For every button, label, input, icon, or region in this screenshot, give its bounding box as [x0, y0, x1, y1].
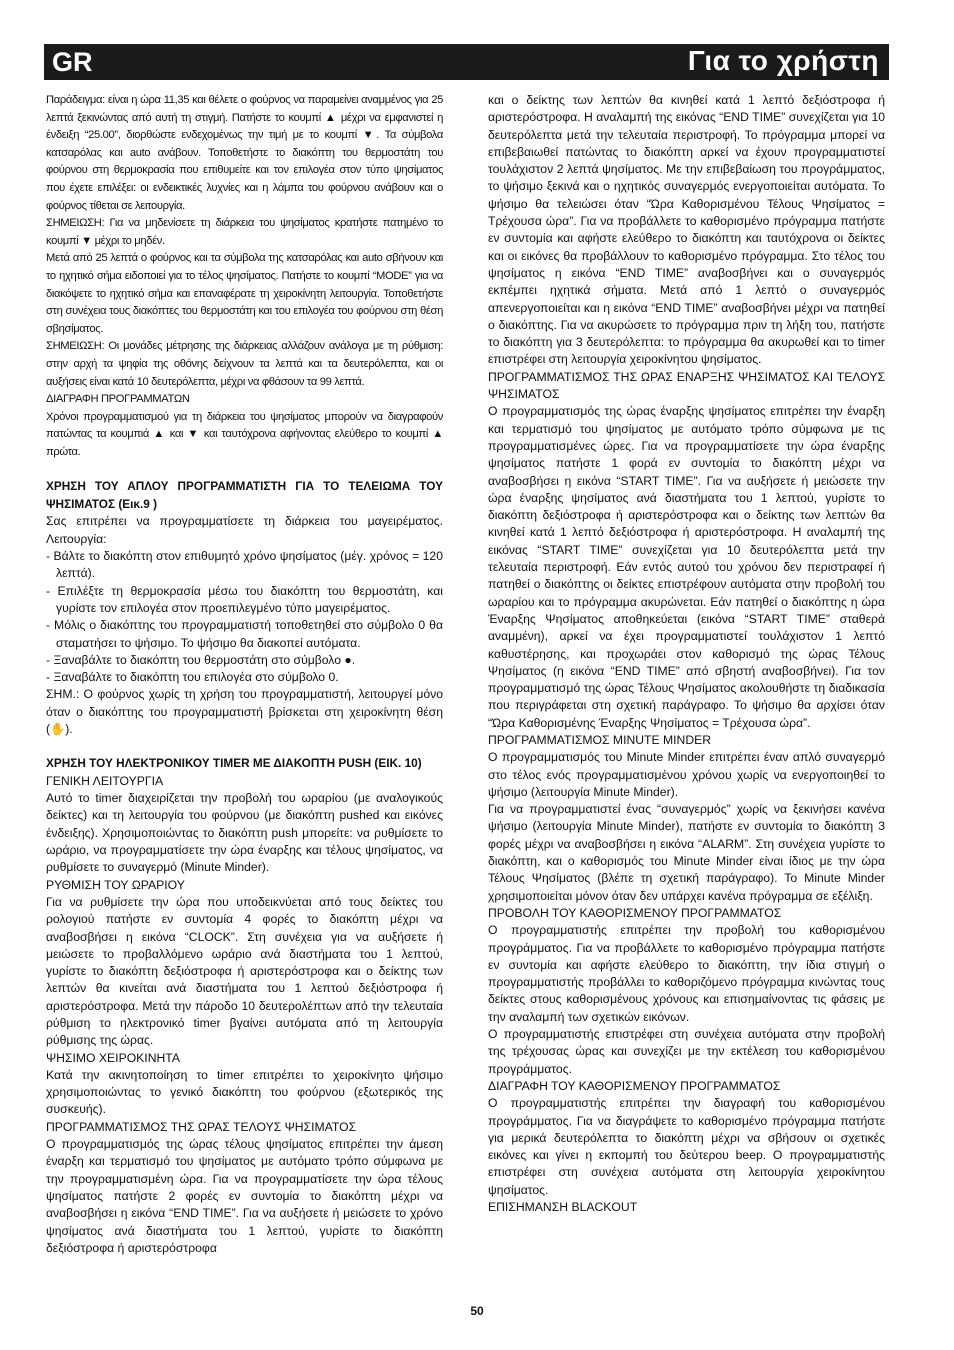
list-item: - Επιλέξτε τη θερμοκρασία μέσω του διακόπτη του θερμοστάτη, και γυρίστε τον επιλογέα στον προεπιλεγμένο τύπο μαγειρέματος. — [46, 583, 443, 615]
subheading: ΓΕΝΙΚΗ ΛΕΙΤΟΥΡΓΙΑ — [46, 773, 164, 788]
subheading: ΕΠΙΣΗΜΑΝΣΗ BLACKOUT — [488, 1200, 638, 1214]
paragraph: Για να ρυθμίσετε την ώρα που υποδεικνύεται από τους δείκτες του ρολογιού πατήστε εν συντομία 4 φορές το διακόπτη μέχρι να αναβοσβήσει η εικόνα “CLOCK”. Στη συνέχεια για να αυξήσετε ή μειώσετε το προβαλλόμενο ωράριο ανά διαστήματα του 1 λεπτού, γυρίστε το διακόπτη δεξιόστροφα ή αριστερόστροφα και ο δείκτης των λεπτών θα κινείται ανά διαστήματα του 1 λεπτού δεξιόστροφα ή αριστερόστροφα. Μετά την πάροδο 10 δευτερολέπτων από την τελευταία ρύθμιση το ηλεκτρονικό timer βγαίνει αυτόματα από τη λειτουργία ρύθμισης της ώρας. — [46, 894, 443, 1048]
page-title: Για το χρήστη — [687, 45, 879, 76]
note-paragraph: ΣΗΜ.: Ο φούρνος χωρίς τη χρήση του προγραμματιστή, λειτουργεί μόνο όταν ο διακόπτης του προγραμματιστή βρίσκεται στη χειροκίνητη θέση (✋). — [46, 687, 443, 737]
paragraph: Ο προγραμματιστής επιστρέφει στη συνέχεια αυτόματα στην προβολή της τρέχουσας ώρας και συνεχίζει με την εκτέλεση του καθορισμένου προγράμματος. — [488, 1027, 885, 1076]
subheading: ΨΗΣΙΜΟ ΧΕΙΡΟΚΙΝΗΤΑ — [46, 1050, 180, 1065]
language-code: GR — [52, 47, 93, 77]
subheading: ΔΙΑΓΡΑΦΗ ΤΟΥ ΚΑΘΟΡΙΣΜΕΝΟΥ ΠΡΟΓΡΑΜΜΑΤΟΣ — [488, 1078, 781, 1093]
list-item: - Ξαναβάλτε το διακόπτη του επιλογέα στο σύμβολο 0. — [46, 670, 339, 685]
paragraph: και ο δείκτης των λεπτών θα κινηθεί κατά 1 λεπτό δεξιόστροφα ή αριστερόστροφα. Η αναλαμπή της εικόνας “END TIME” συνεχίζεται για 10 δευτερόλεπτα μετά την τελευταία περιστροφή. Το πρόγραμμα μπορεί να επιβεβαιωθεί πατώντας το διακόπτη αρκεί να έχουν προγραμματιστεί τουλάχιστον 2 λεπτά ψησίματος. Με την επιβεβαίωση του προγράμματος, το ψήσιμο ξεκινά και ο ηχητικός συναγερμός ενεργοποιείται αυτόματα. Το ψήσιμο θα τελειώσει όταν “Ώρα Καθορισμένου Τέλους Ψησίματος = Τρέχουσα ώρα”. Για να προβάλλετε το καθορισμένο πρόγραμμα πατήστε εν συντομία και αφήστε ελεύθερο το διακόπτη και ταυτόχρονα οι δείκτες και οι εικόνες θα προβάλλουν το καθορισμένο πρόγραμμα. Στο τέλος του ψησίματος η εικόνα “END TIME” αναβοσβήνει και ο συναγερμός εκπέμπει ηχητικά σήματα. Μετά από 1 λεπτό ο συναγερμός απενεργοποιείται και η εικόνα “END TIME” αναβοσβήνει μέχρι να πατηθεί ο διακόπτης. Για να ακυρώσετε το πρόγραμμα πριν τη λήξη του, πατήστε το διακόπτη για 3 δευτερόλεπτα: το πρόγραμμα θα ακυρωθεί και το timer επιστρέφει στη λειτουργία χειροκίνητου ψησίματος. — [488, 93, 885, 367]
intro-paragraph: Παράδειγμα: είναι η ώρα 11,35 και θέλετε ο φούρνος να παραμείνει αναμμένος για 25 λεπτά ξεκινώντας από αυτή τη στιγμή. Πατήστε το κουμπί ▲ μέχρι να εμφανιστεί η ένδειξη “25.00”, διορθώστε ενδεχομένως την τιμή με το κουμπί ▼. Τα σύμβολα κατσαρόλας και auto ανάβουν. Τοποθετήστε το διακόπτη του θερμοστάτη του φούρνου στη θερμοκρασία που επιθυμείτε και τον επιλογέα στον τύπο ψησίματος που έχετε επιλέξει: οι ενδεικτικές λυχνίες και η λάμπα του φούρνου ανάβουν και ο φούρνος τίθεται σε λειτουργία. — [46, 94, 443, 212]
left-column — [46, 92, 443, 1257]
page-header — [44, 44, 889, 80]
paragraph: Κατά την ακινητοποίηση το timer επιτρέπει το χειροκίνητο ψήσιμο χρησιμοποιώντας το γενικό διακόπτη του φούρνου (εξωτερικός της συσκευής). — [46, 1067, 443, 1117]
paragraph: Αυτό το timer διαχειρίζεται την προβολή του ωραρίου (με αναλογικούς δείκτες) και τη λειτουργία του φούρνου (με διακόπτη pushed και εικόνες ένδειξης). Χρησιμοποιώντας το διακόπτη push μπορείτε: να ρυθμίσετε το ωράριο, να προγραμματίσετε την ώρα έναρξης και τέλους ψησίματος, να ρυθμίσετε το συναγερμό (Minute Minder). — [46, 791, 443, 875]
right-column — [488, 92, 885, 1216]
page-number: 50 — [470, 1304, 484, 1318]
intro-paragraph: Μετά από 25 λεπτά ο φούρνος και τα σύμβολα της κατσαρόλας και auto σβήνουν και το ηχητικό σήμα ειδοποιεί για το τέλος ψησίματος. Πατήστε το κουμπί “MODE” για να διακόψετε το ηχητικό σήμα και επαναφέρατε τη χειροκίνητη λειτουργία. Τοποθετήστε στη συνέχεια τους διακόπτες του θερμοστάτη και του επιλογέα του φούρνου στη θέση σβησίματος. — [46, 252, 443, 335]
section-heading: ΧΡΗΣΗ ΤΟΥ ΑΠΛΟΥ ΠΡΟΓΡΑΜΜΑΤΙΣΤΗ ΓΙΑ ΤΟ ΤΕΛΕΙΩΜΑ ΤΟΥ ΨΗΣΙΜΑΤΟΣ (Εικ.9 ) — [46, 479, 443, 511]
list-item: - Ξαναβάλτε το διακόπτη του θερμοστάτη στο σύμβολο ●. — [46, 652, 356, 667]
intro-paragraph: ΣΗΜΕΙΩΣΗ: Για να μηδενίσετε τη διάρκεια του ψησίματος κρατήστε πατημένο το κουμπί ▼ μέχρι το μηδέν. — [46, 217, 443, 247]
intro-paragraph: ΔΙΑΓΡΑΦΗ ΠΡΟΓΡΑΜΜΑΤΩΝ — [46, 393, 190, 406]
paragraph: Ο προγραμματισμός της ώρας τέλους ψησίματος επιτρέπει την άμεση έναρξη και τερματισμό του ψησίματος με αυτόματο τρόπο σύμφωνα με την προγραμματισμένη ώρα. Για να προγραμματίσετε την ώρα τέλους ψησίματος πατήστε 2 φορές εν συντομία το διακόπτη μέχρι να αναβοσβήσει η εικόνα “END TIME”. Για να αυξήσετε ή μειώσετε το χρόνο ψησίματος ανά διαστήματα του 1 λεπτού, γυρίστε το διακόπτη δεξιόστροφα ή αριστερόστροφα — [46, 1137, 443, 1255]
paragraph: Ο προγραμματιστής επιτρέπει την διαγραφή του καθορισμένου προγράμματος. Για να διαγράψετε το καθορισμένο πρόγραμμα πατήστε για μερικά δευτερόλεπτα το διακόπτη μέχρι να σβήσουν οι σχετικές εικόνες και γίνει η εκπομπή του δεύτερου beep. Ο προγραμματιστής επιστρέφει στη συνέχεια αυτόματα στη λειτουργία χειροκίνητου ψησίματος. — [488, 1096, 885, 1197]
subheading: ΡΥΘΜΙΣΗ ΤΟΥ ΩΡΑΡΙΟΥ — [46, 877, 185, 892]
paragraph: Για να προγραμματιστεί ένας “συναγερμός” χωρίς να ξεκινήσει κανένα ψήσιμο (λειτουργία Minute Minder), πατήστε εν συντομία το διακόπτη 3 φορές μέχρι να αναβοσβήσει η εικόνα “ALARM”. Στη συνέχεια γυρίστε το διακόπτη, και ο καθορισμός του Minute Minder είναι ίδιος με την ώρα Τέλους Ψησίματος (βλέπε τη σχετική παράγραφο). Το Minute Minder χρησιμοποιείται μόνον όταν δεν υπάρχει κανένα πρόγραμμα σε εξέλιξη. — [488, 802, 885, 903]
paragraph: Ο προγραμματισμός της ώρας έναρξης ψησίματος επιτρέπει την έναρξη και τερματισμό του ψησίματος με αυτόματο τρόπο σύμφωνα με τις προγραμματισμένες ώρες. Για να προγραμματίσετε την ώρα έναρξης ψησίματος πατήστε 1 φορά εν συντομία το διακόπτη μέχρι να αναβοσβήσει η εικόνα “START TIME”. Για να αυξήσετε ή μειώσετε την ώρα έναρξης ψησίματος ανά διαστήματα του 1 λεπτού, γυρίστε το διακόπτη δεξιόστροφα ή αριστερόστροφα και ο δείκτης των λεπτών θα κινηθεί κατά 1 λεπτό δεξιόστροφα ή αριστερόστροφα. Η αναλαμπή της εικόνας “START TIME” συνεχίζεται για 10 δευτερόλεπτα μετά την τελευταία περιστροφή. Εάν εντός αυτού του χρόνου δεν περιστραφεί ή πατηθεί ο διακόπτης οι δείκτες επιστρέφουν αυτόματα στην προβολή του ωραρίου και το πρόγραμμα ακυρώνεται. Εάν πατηθεί ο διακόπτης η ώρα Έναρξης Ψησίματος αποθηκεύεται (εικόνα “START TIME” σταθερά αναμμένη), αρκεί να έχει προγραμματιστεί τουλάχιστον 1 λεπτό καθυστέρησης, και προχωράει στον καθορισμό της ώρας Τέλους Ψησίματος (η εικόνα “END TIME” από σβηστή αναβοσβήνει). Για τον προγραμματισμό της ώρας Τέλους Ψησίματος ακολουθήστε τη διαδικασία που περιγράφεται στη σχετική παράγραφο. Το ψήσιμο θα αρχίσει όταν “Ώρα Καθορισμένης Έναρξης Ψησίματος = Τρέχουσα ώρα”. — [488, 404, 885, 730]
subheading: ΠΡΟΓΡΑΜΜΑΤΙΣΜΟΣ MINUTE MINDER — [488, 732, 712, 747]
intro-paragraph: Χρόνοι προγραμματισμού για τη διάρκεια του ψησίματος μπορούν να διαγραφούν πατώντας τα κουμπιά ▲ και ▼ και ταυτόχρονα αφήνοντας ελεύθερο το κουμπί ▲ πρώτα. — [46, 410, 443, 458]
intro-paragraph: ΣΗΜΕΙΩΣΗ: Οι μονάδες μέτρησης της διάρκειας αλλάζουν ανάλογα με τη ρύθμιση: στην αρχή τα ψηφία της οθόνης δείχνουν τα λεπτά και τα δευτερόλεπτα, και οι αυξήσεις είναι κατά 10 δευτερόλεπτα, μέχρι να φθάσουν τα 99 λεπτά. — [46, 340, 443, 388]
section-heading: ΧΡΗΣΗ ΤΟΥ ΗΛΕΚΤΡΟΝΙΚΟΥ TIMER ΜΕ ΔΙΑΚΟΠΤΗ PUSH (ΕΙΚ. 10) — [46, 756, 422, 771]
paragraph: Σας επιτρέπει να προγραμματίσετε τη διάρκεια του μαγειρέματος. Λειτουργία: — [46, 514, 443, 546]
subheading: ΠΡΟΒΟΛΗ ΤΟΥ ΚΑΘΟΡΙΣΜΕΝΟΥ ΠΡΟΓΡΑΜΜΑΤΟΣ — [488, 905, 782, 920]
subheading: ΠΡΟΓΡΑΜΜΑΤΙΣΜΟΣ ΤΗΣ ΩΡΑΣ ΕΝΑΡΞΗΣ ΨΗΣΙΜΑΤΟΣ ΚΑΙ ΤΕΛΟΥΣ ΨΗΣΙΜΑΤΟΣ — [488, 369, 885, 402]
paragraph: Ο προγραμματισμός του Minute Minder επιτρέπει έναν απλό συναγερμό στο τέλος ενός προγραμματισμένου χρόνου χωρίς να ενεργοποιηθεί το ψήσιμο (λειτουργία Minute Minder). — [488, 750, 885, 799]
paragraph: Ο προγραμματιστής επιτρέπει την προβολή του καθορισμένου προγράμματος. Για να προβάλλετε το καθορισμένο πρόγραμμα πατήστε εν συντομία και αφήστε ελεύθερο το διακόπτη, την ίδια στιγμή ο προγραμματιστής προβάλλει το καθοριζόμενο πρόγραμμα κινώντας τους δείκτες στους καθορισμένους χρόνους και επισημαίνοντας τις φάσεις με την αναλαμπή των σχετικών εικόνων. — [488, 923, 885, 1024]
subheading: ΠΡΟΓΡΑΜΜΑΤΙΣΜΟΣ ΤΗΣ ΩΡΑΣ ΤΕΛΟΥΣ ΨΗΣΙΜΑΤΟΣ — [46, 1119, 357, 1134]
list-item: - Βάλτε το διακόπτη στον επιθυμητό χρόνο ψησίματος (μέγ. χρόνος = 120 λεπτά). — [46, 549, 443, 581]
list-item: - Μόλις ο διακόπτης του προγραμματιστή τοποθετηθεί στο σύμβολο 0 θα σταματήσει το ψήσιμο. Το ψήσιμο θα διακοπεί αυτόματα. — [46, 618, 443, 650]
